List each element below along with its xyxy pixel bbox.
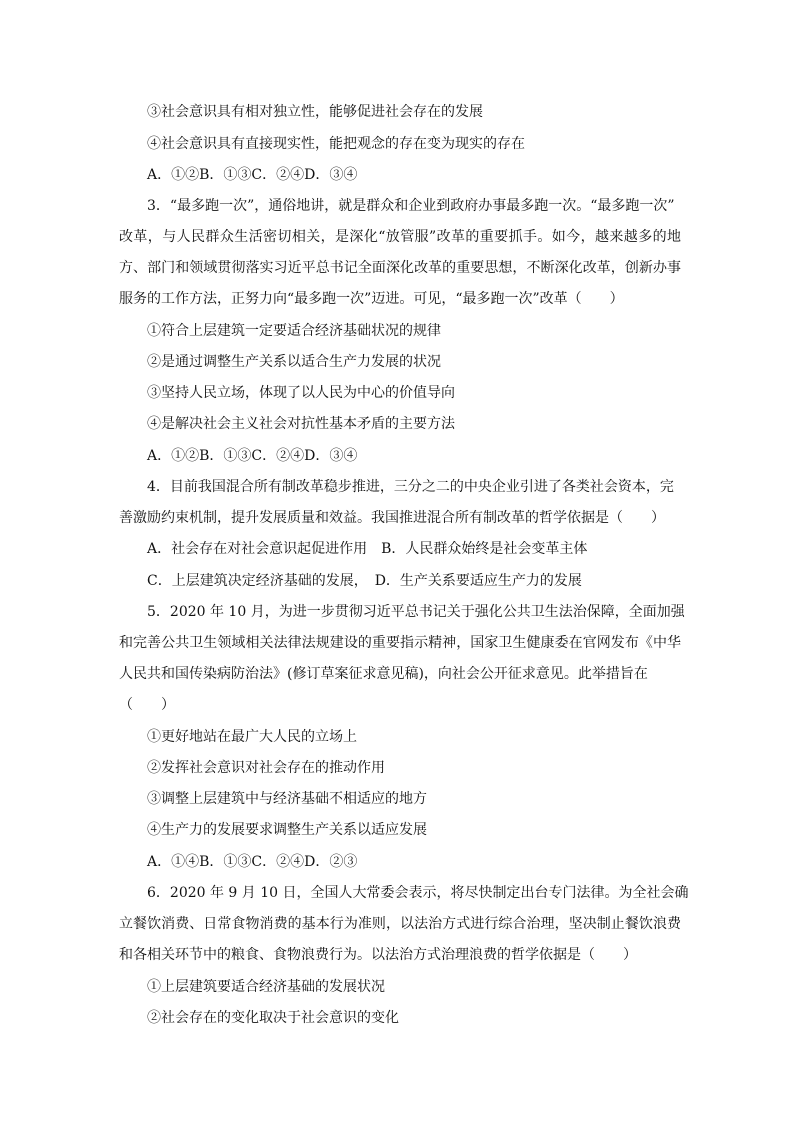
q5-stem-line-4: （ ） [119,697,175,713]
q3-option-3: ③坚持人民立场，体现了以人民为中心的价值导向 [147,385,455,401]
q5-option-1: ①更好地站在最广大人民的立场上 [147,729,357,745]
q6-stem-line-1: 6．2020 年 9 月 10 日，全国人大常委会表示，将尽快制定出台专门法律。为全社会确 [147,885,689,901]
q5-answer-choices: A．①④B．①③C．②④D．②③ [147,854,358,870]
q6-option-2: ②社会存在的变化取决于社会意识的变化 [147,1010,399,1026]
q4-stem-line-2: 善激励约束机制，提升发展质量和效益。我国推进混合所有制改革的哲学依据是（ ） [119,510,665,526]
q5-stem-line-1: 5．2020 年 10 月，为进一步贯彻习近平总书记关于强化公共卫生法治保障，全面加强 [147,604,685,620]
q5-option-2: ②发挥社会意识对社会存在的推动作用 [147,760,385,776]
q2-option-3: ③社会意识具有相对独立性，能够促进社会存在的发展 [147,104,483,120]
q6-stem-line-3: 和各相关环节中的粮食、食物浪费行为。以法治方式治理浪费的哲学依据是（ ） [119,947,637,963]
q5-option-4: ④生产力的发展要求调整生产关系以适应发展 [147,822,427,838]
q3-stem-line-4: 服务的工作方法，正努力向“最多跑一次”迈进。可见，“最多跑一次”改革（ ） [119,291,624,307]
q2-option-4: ④社会意识具有直接现实性，能把观念的存在变为现实的存在 [147,136,525,152]
q5-stem-line-3: 人民共和国传染病防治法》(修订草案征求意见稿)，向社会公开征求意见。此举措旨在 [119,666,648,682]
q4-options-ab: A．社会存在对社会意识起促进作用 B．人民群众始终是社会变革主体 [147,541,588,557]
q3-answer-choices: A．①②B．①③C．②④D．③④ [147,448,358,464]
q4-stem-line-1: 4．目前我国混合所有制改革稳步推进，三分之二的中央企业引进了各类社会资本，完 [147,479,674,495]
q3-stem-line-3: 方、部门和领域贯彻落实习近平总书记全面深化改革的重要思想，不断深化改革，创新办事 [119,260,681,276]
q2-answer-choices: A．①②B．①③C．②④D．③④ [147,167,358,183]
q5-option-3: ③调整上层建筑中与经济基础不相适应的地方 [147,791,427,807]
q3-stem-line-1: 3．“最多跑一次”，通俗地讲，就是群众和企业到政府办事最多跑一次。“最多跑一次” [147,198,675,214]
q3-option-1: ①符合上层建筑一定要适合经济基础状况的规律 [147,323,441,339]
q6-option-1: ①上层建筑要适合经济基础的发展状况 [147,979,385,995]
q3-stem-line-2: 改革，与人民群众生活密切相关，是深化“放管服”改革的重要抓手。如今，越来越多的地 [119,229,681,245]
q6-stem-line-2: 立餐饮消费、日常食物消费的基本行为准则，以法治方式进行综合治理，坚决制止餐饮浪费 [119,916,681,932]
q4-options-cd: C．上层建筑决定经济基础的发展， D．生产关系要适应生产力的发展 [147,573,582,589]
q5-stem-line-2: 和完善公共卫生领域相关法律法规建设的重要指示精神，国家卫生健康委在官网发布《中华 [119,635,681,651]
q3-option-4: ④是解决社会主义社会对抗性基本矛盾的主要方法 [147,416,455,432]
q3-option-2: ②是通过调整生产关系以适合生产力发展的状况 [147,354,441,370]
